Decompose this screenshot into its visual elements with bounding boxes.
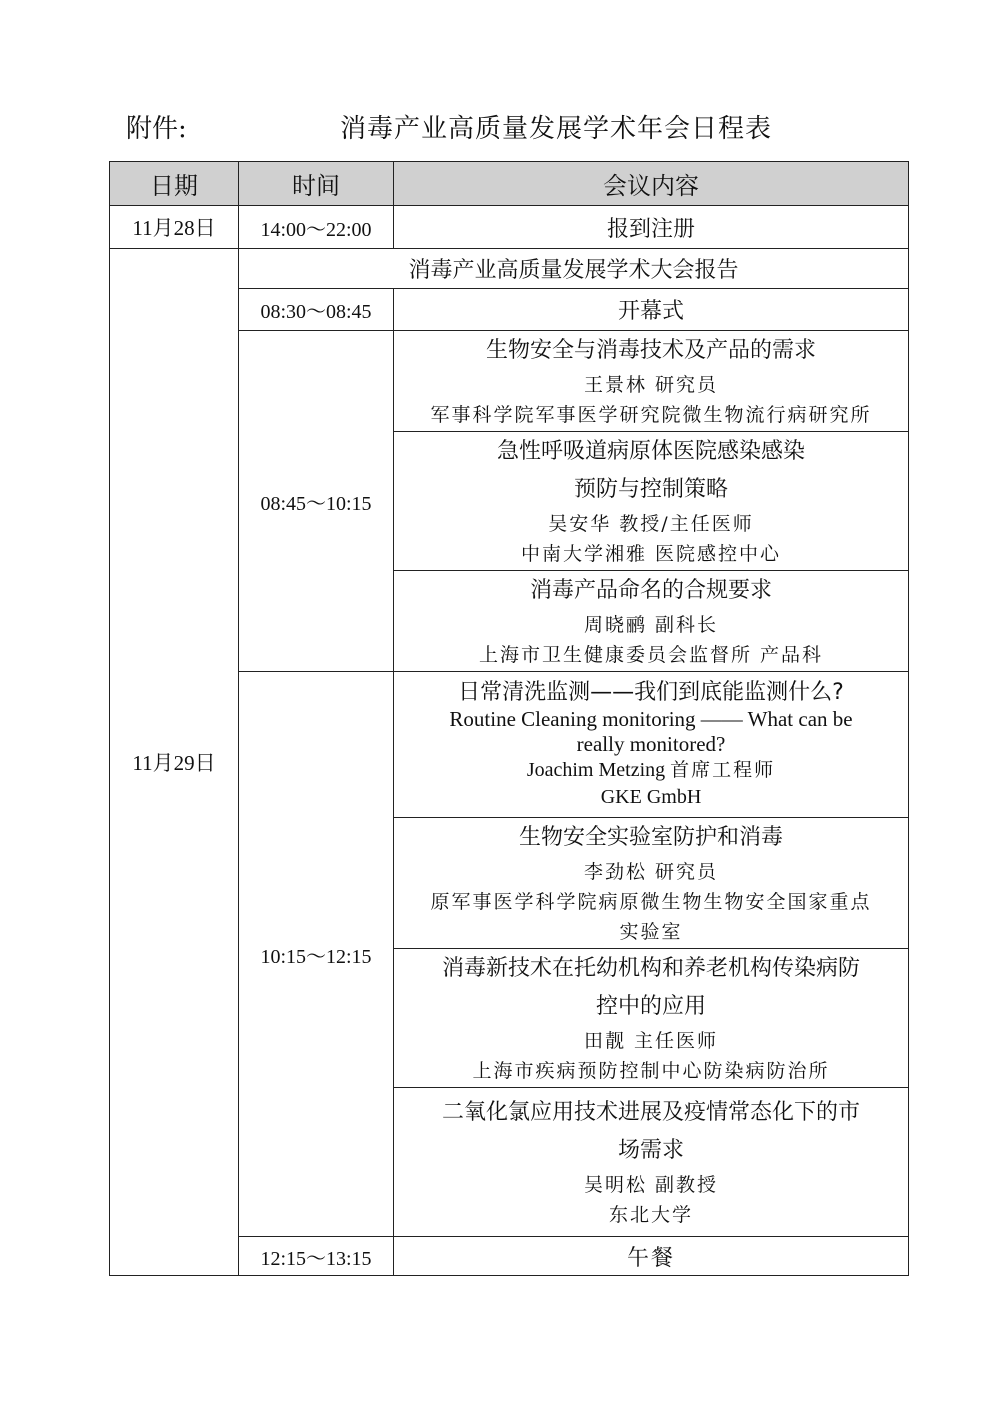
header-row bbox=[110, 162, 909, 206]
talk-cell bbox=[394, 818, 909, 949]
talk-title: 急性呼吸道病原体医院感染感染 bbox=[496, 439, 805, 464]
date-cell: 11月29日 bbox=[110, 249, 239, 1276]
talk-cell bbox=[394, 672, 909, 818]
content-cell: 报到注册 bbox=[394, 206, 909, 249]
speaker-role: 首席工程师 bbox=[670, 758, 776, 781]
talk-cell bbox=[394, 1088, 909, 1237]
column-header-date: 日期 bbox=[110, 162, 239, 206]
talk-cell bbox=[394, 949, 909, 1088]
talk-title-english: really monitored? bbox=[576, 731, 726, 756]
time-cell: 12:15～13:15 bbox=[239, 1237, 394, 1276]
talk-organization: 军事科学院军事医学研究院微生物流行病研究所 bbox=[430, 404, 872, 426]
content-cell: 午餐 bbox=[394, 1237, 909, 1276]
content-cell: 开幕式 bbox=[394, 289, 909, 331]
talk-organization: 原军事医学科学院病原微生物生物安全国家重点 bbox=[430, 891, 872, 913]
talk-title: 日常清洗监测——我们到底能监测什么? bbox=[458, 679, 844, 705]
talk-title: 生物安全与消毒技术及产品的需求 bbox=[485, 338, 816, 363]
talk-title: 生物安全实验室防护和消毒 bbox=[518, 825, 783, 850]
attachment-label: 附件: bbox=[126, 114, 187, 144]
date-cell: 11月28日 bbox=[110, 206, 239, 249]
talk-speaker bbox=[400, 757, 902, 784]
talk-title: 二氧化氯应用技术进展及疫情常态化下的市 bbox=[441, 1100, 860, 1125]
talk-speaker: 田靓 主任医师 bbox=[583, 1030, 719, 1052]
talk-organization: 东北大学 bbox=[608, 1204, 693, 1226]
talk-speaker: 王景林 研究员 bbox=[583, 374, 719, 396]
talk-organization: GKE GmbH bbox=[600, 785, 702, 808]
schedule-table bbox=[109, 161, 909, 1276]
talk-speaker: 周晓鹂 副科长 bbox=[583, 614, 719, 636]
talk-speaker: 吴明松 副教授 bbox=[583, 1174, 719, 1196]
talk-title: 消毒新技术在托幼机构和养老机构传染病防 bbox=[441, 956, 860, 981]
talk-organization: 上海市疾病预防控制中心防染病防治所 bbox=[472, 1060, 830, 1082]
speaker-name: Joachim Metzing bbox=[526, 758, 666, 781]
talk-speaker: 李劲松 研究员 bbox=[583, 861, 719, 883]
time-cell: 14:00～22:00 bbox=[239, 206, 394, 249]
column-header-content: 会议内容 bbox=[394, 162, 909, 206]
talk-title: 消毒产品命名的合规要求 bbox=[529, 578, 772, 603]
time-cell: 08:45～10:15 bbox=[239, 331, 394, 672]
talk-cell bbox=[394, 432, 909, 571]
talk-title: 场需求 bbox=[617, 1138, 684, 1163]
time-cell: 10:15～12:15 bbox=[239, 672, 394, 1237]
time-cell: 08:30～08:45 bbox=[239, 289, 394, 331]
talk-organization: 实验室 bbox=[619, 921, 683, 943]
talk-cell bbox=[394, 331, 909, 432]
talk-title: 控中的应用 bbox=[595, 994, 706, 1019]
section-title: 消毒产业高质量发展学术大会报告 bbox=[239, 249, 909, 289]
talk-organization: 上海市卫生健康委员会监督所 产品科 bbox=[478, 644, 824, 666]
talk-organization: 中南大学湘雅 医院感控中心 bbox=[520, 543, 782, 565]
document-title: 消毒产业高质量发展学术年会日程表 bbox=[340, 114, 773, 144]
table-row bbox=[110, 206, 909, 249]
page-header bbox=[0, 108, 1000, 144]
table-row bbox=[110, 249, 909, 289]
column-header-time: 时间 bbox=[239, 162, 394, 206]
talk-title: 预防与控制策略 bbox=[573, 477, 728, 502]
talk-title-english: Routine Cleaning monitoring —— What can be bbox=[449, 706, 853, 731]
talk-speaker: 吴安华 教授/主任医师 bbox=[548, 513, 754, 535]
talk-cell bbox=[394, 571, 909, 672]
